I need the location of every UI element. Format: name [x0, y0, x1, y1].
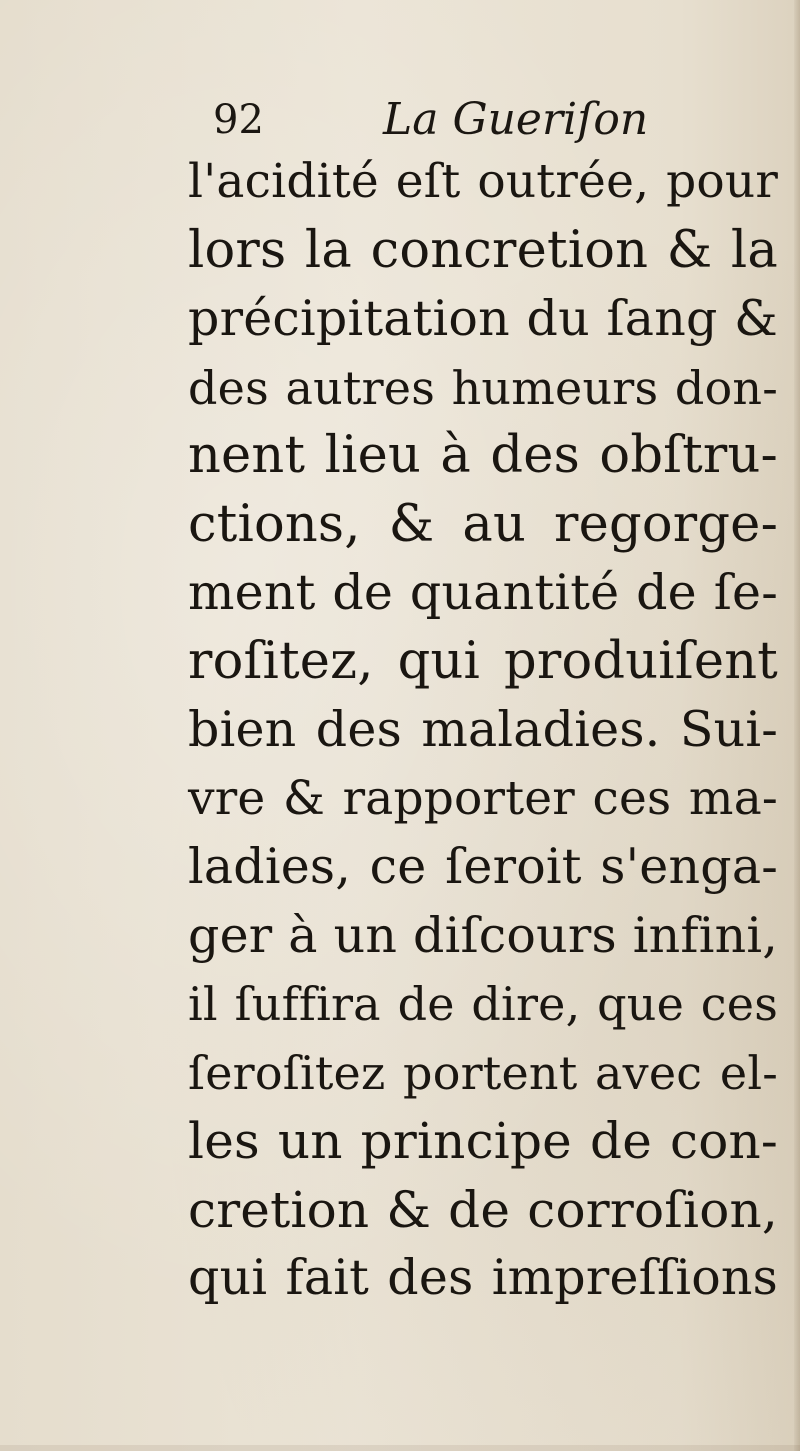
page-header: [213, 92, 773, 148]
page-number: 92: [213, 97, 264, 143]
text-line: cretion & de corroſion,: [188, 1180, 778, 1239]
text-line: précipitation du ſang &: [188, 290, 778, 347]
text-line: ladies, ce ſeroit s'enga-: [188, 838, 778, 895]
text-line: ment de quantité de ſe-: [188, 564, 778, 621]
text-line: l'acidité eſt outrée, pour: [188, 154, 778, 209]
text-line: les un principe de con-: [188, 1112, 778, 1170]
text-line: ger à un diſcours infini,: [188, 906, 778, 964]
text-line: ctions, & au regorge-: [188, 494, 778, 554]
text-line: ſeroſitez portent avec el-: [188, 1045, 778, 1100]
running-title: La Gueriſon: [383, 94, 649, 145]
page-edge-shadow: [794, 0, 800, 1451]
text-line: qui fait des impreſſions: [188, 1249, 778, 1306]
page-bottom-shadow: [0, 1445, 800, 1451]
text-line: vre & rapporter ces ma-: [188, 770, 778, 826]
text-line: lors la concretion & la: [188, 220, 778, 280]
text-line: nent lieu à des obſtru-: [188, 426, 778, 485]
text-line: il ſuffira de dire, que ces: [188, 977, 778, 1031]
text-line: des autres humeurs don-: [188, 360, 778, 415]
body-text: [188, 148, 778, 1313]
text-line: bien des maladies. Sui-: [188, 701, 778, 758]
text-line: roſitez, qui produiſent: [188, 631, 778, 691]
